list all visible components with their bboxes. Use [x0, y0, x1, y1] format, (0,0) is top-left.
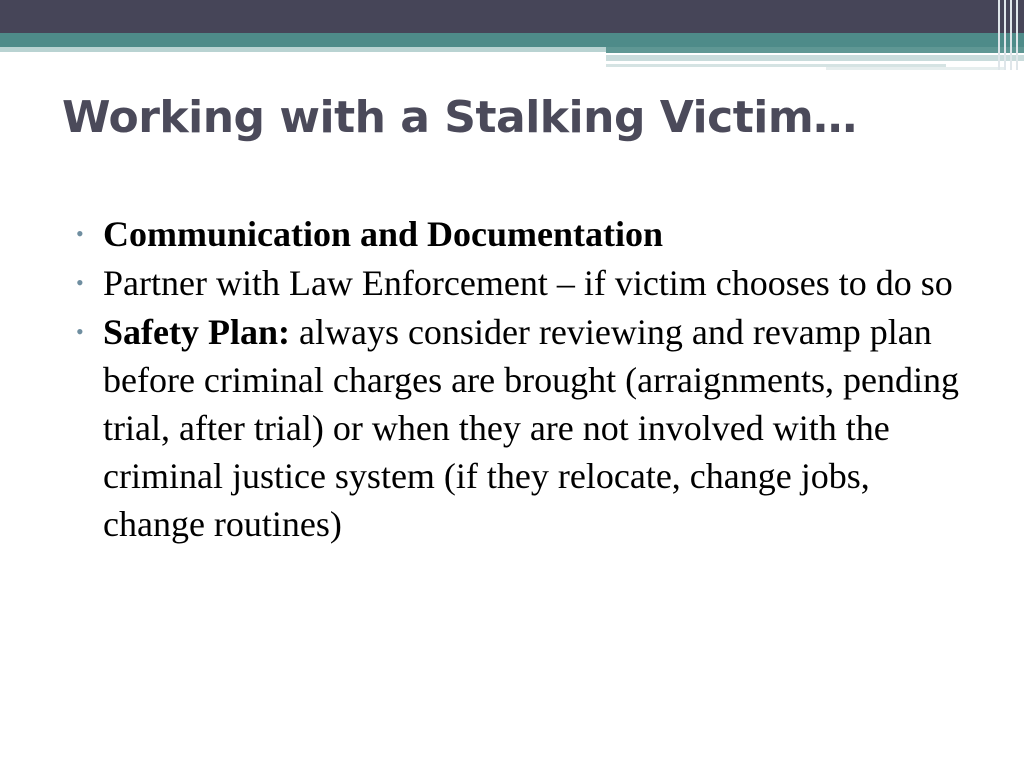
bullet-bold-text: Safety Plan:: [103, 312, 290, 352]
bullet-dot-icon: •: [76, 221, 84, 246]
bullet-item-communication: [76, 210, 976, 258]
header-band-teal-right: [606, 47, 1024, 53]
header-band-pale-right: [606, 55, 1024, 61]
header-line-right-short: [826, 67, 1006, 70]
header-band-teal: [0, 33, 1024, 47]
header-stripes: [994, 0, 1024, 70]
bullet-text: always consider reviewing and revamp plan before criminal charges are brought (arraignments, pending trial, after trial) or when they are not involved with the criminal justice system (if they relocate, change jobs, change routines): [103, 312, 960, 544]
header-band-pale: [0, 47, 606, 52]
bullet-item-safety-plan: [76, 308, 976, 548]
bullet-list: [76, 210, 976, 549]
slide-title: Working with a Stalking Victim…: [62, 92, 857, 143]
bullet-dot-icon: •: [76, 270, 84, 295]
bullet-dot-icon: •: [76, 319, 84, 344]
bullet-bold-text: Communication and Documentation: [103, 214, 664, 254]
bullet-item-law-enforcement: [76, 259, 976, 307]
bullet-text: Partner with Law Enforcement – if victim chooses to do so: [103, 263, 953, 303]
header-band-dark: [0, 0, 1024, 33]
